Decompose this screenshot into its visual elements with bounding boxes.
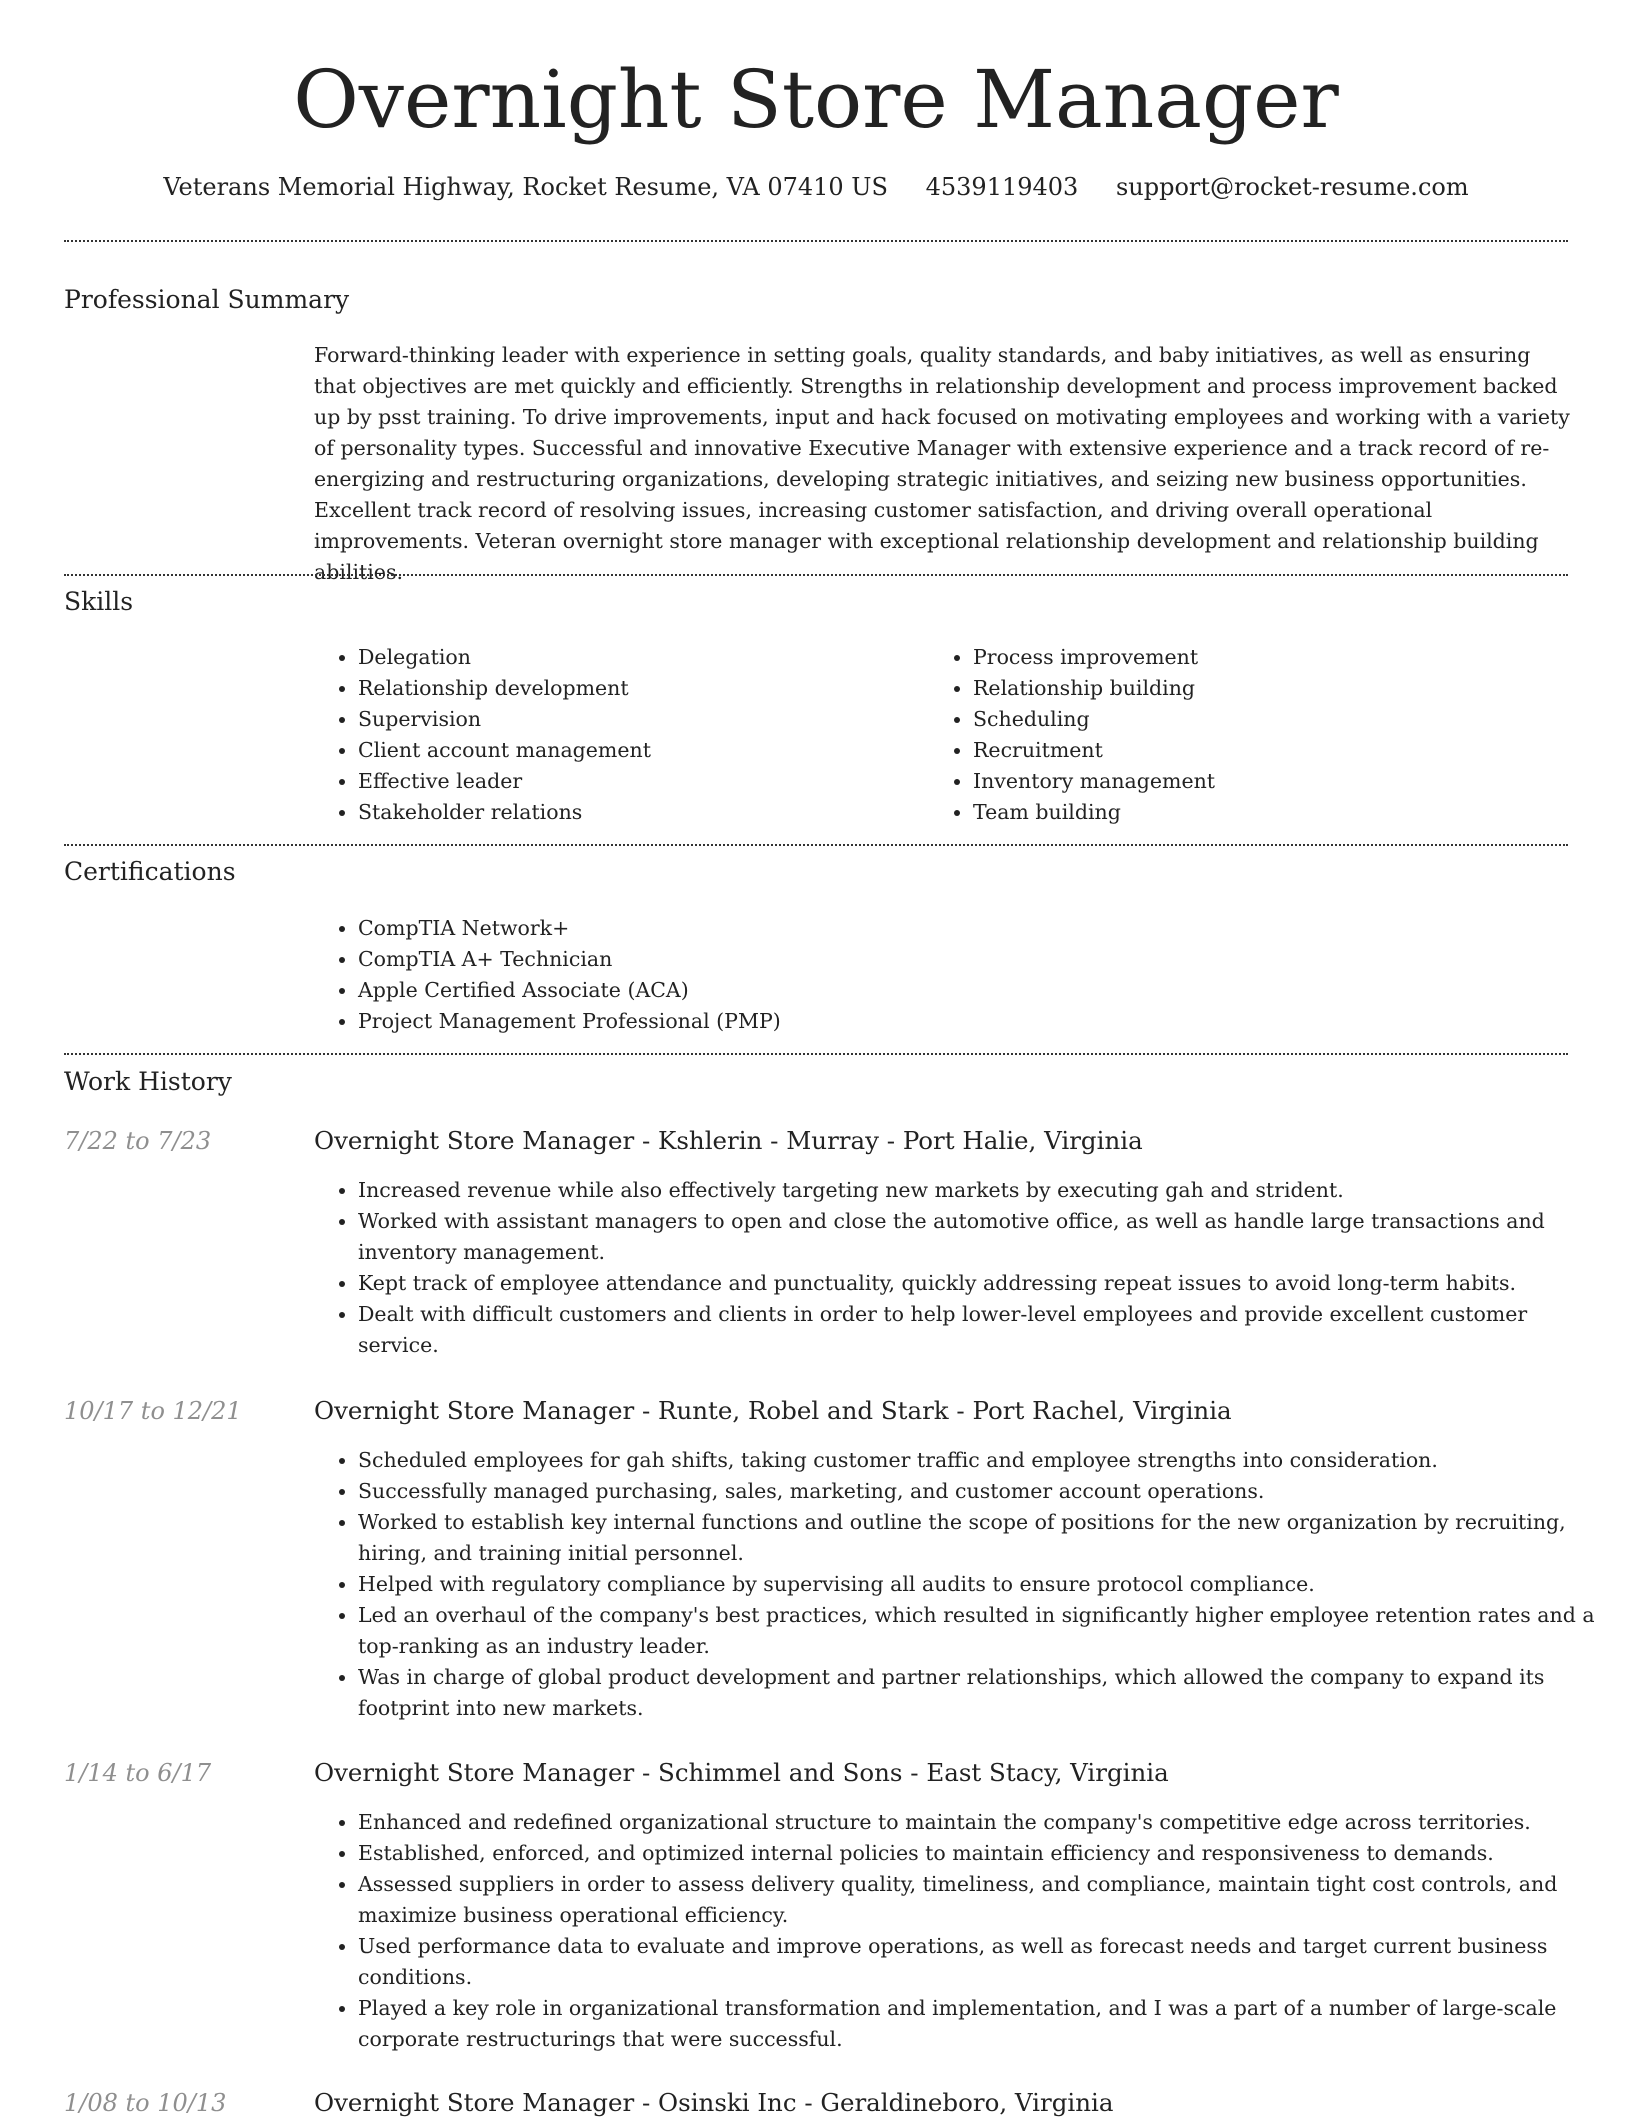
certification-item: • CompTIA Network+: [358, 913, 1558, 944]
skill-item: • Delegation: [358, 642, 918, 673]
skill-item: • Relationship development: [358, 673, 918, 704]
job-bullet: • Scheduled employees for gah shifts, taking customer traffic and employee strengths into consideration.: [358, 1445, 1614, 1476]
job-bullets: [314, 1445, 1614, 1724]
skill-item: • Stakeholder relations: [358, 797, 918, 828]
resume-name: Overnight Store Manager: [293, 53, 1339, 146]
job-bullet: • Helped with regulatory compliance by supervising all audits to ensure protocol compliance.: [358, 1569, 1614, 1600]
job-dates: 7/22 to 7/23: [64, 1127, 212, 1155]
skills-list-left: [314, 642, 918, 828]
job-dates: 1/14 to 6/17: [64, 1759, 212, 1787]
skill-item: • Process improvement: [973, 642, 1573, 673]
job-bullet: • Worked to establish key internal functions and outline the scope of positions for the new organization by recruiting, hiring, and training initial personnel.: [358, 1507, 1614, 1569]
job-bullet: • Increased revenue while also effectively targeting new markets by executing gah and strident.: [358, 1175, 1614, 1206]
skill-item: • Client account management: [358, 735, 918, 766]
divider: [64, 574, 1568, 576]
section-title-certifications: Certifications: [64, 857, 236, 886]
job-bullet: • Kept track of employee attendance and punctuality, quickly addressing repeat issues to avoid long-term habits.: [358, 1268, 1614, 1299]
skill-item: • Scheduling: [973, 704, 1573, 735]
divider: [64, 240, 1568, 242]
job-bullets: [314, 1807, 1614, 2055]
job-bullet: • Was in charge of global product development and partner relationships, which allowed the company to expand its footprint into new markets.: [358, 1662, 1614, 1724]
job-title: Overnight Store Manager - Schimmel and Sons - East Stacy, Virginia: [314, 1758, 1169, 1787]
job-title: Overnight Store Manager - Runte, Robel and Stark - Port Rachel, Virginia: [314, 1396, 1232, 1425]
skill-item: • Effective leader: [358, 766, 918, 797]
section-title-summary: Professional Summary: [64, 285, 350, 314]
section-title-work-history: Work History: [64, 1067, 232, 1096]
job-bullets: [314, 1175, 1614, 1361]
job-bullet: • Successfully managed purchasing, sales, marketing, and customer account operations.: [358, 1476, 1614, 1507]
skill-item: • Team building: [973, 797, 1573, 828]
certification-item: • Apple Certified Associate (ACA): [358, 975, 1558, 1006]
certifications-list: [314, 913, 1558, 1037]
skill-item: • Recruitment: [973, 735, 1573, 766]
skill-item: • Supervision: [358, 704, 918, 735]
certification-item: • CompTIA A+ Technician: [358, 944, 1558, 975]
job-bullet: • Worked with assistant managers to open and close the automotive office, as well as handle large transactions and inventory management.: [358, 1206, 1614, 1268]
divider: [64, 844, 1568, 846]
contact-address: Veterans Memorial Highway, Rocket Resume, VA 07410 US: [163, 173, 888, 201]
job-bullet: • Assessed suppliers in order to assess delivery quality, timeliness, and compliance, maintain tight cost controls, and maximize business operational efficiency.: [358, 1869, 1614, 1931]
skills-list-right: [929, 642, 1573, 828]
job-dates: 1/08 to 10/13: [64, 2089, 227, 2117]
contact-line: [0, 170, 1632, 204]
job-dates: 10/17 to 12/21: [64, 1397, 242, 1425]
certification-item: • Project Management Professional (PMP): [358, 1006, 1558, 1037]
job-bullet: • Enhanced and redefined organizational structure to maintain the company's competitive edge across territories.: [358, 1807, 1614, 1838]
section-title-skills: Skills: [64, 587, 134, 616]
job-bullet: • Established, enforced, and optimized internal policies to maintain efficiency and responsiveness to demands.: [358, 1838, 1614, 1869]
skill-item: • Inventory management: [973, 766, 1573, 797]
job-title: Overnight Store Manager - Osinski Inc - Geraldineboro, Virginia: [314, 2088, 1114, 2117]
contact-phone: 4539119403: [925, 173, 1079, 201]
job-bullet: • Led an overhaul of the company's best practices, which resulted in significantly higher employee retention rates and a top-ranking as an industry leader.: [358, 1600, 1614, 1662]
job-bullet: • Played a key role in organizational transformation and implementation, and I was a part of a number of large-scale corporate restructurings that were successful.: [358, 1993, 1614, 2055]
job-title: Overnight Store Manager - Kshlerin - Murray - Port Halie, Virginia: [314, 1126, 1143, 1155]
summary-text: Forward-thinking leader with experience in setting goals, quality standards, and baby initiatives, as well as ensuring that objectives are met quickly and efficiently. Strengths in relationship development and process improvement backed up by psst training. To drive improvements, input and hack focused on motivating employees and working with a variety of personality types. Successful and innovative Executive Manager with extensive experience and a track record of re-energizing and restructuring organizations, developing strategic initiatives, and seizing new business opportunities. Excellent track record of resolving issues, increasing customer satisfaction, and driving overall operational improvements. Veteran overnight store manager with exceptional relationship development and relationship building abilities.: [314, 343, 1570, 584]
job-bullet: • Used performance data to evaluate and improve operations, as well as forecast needs and target current business conditions.: [358, 1931, 1614, 1993]
contact-email: support@rocket-resume.com: [1115, 173, 1469, 201]
skill-item: • Relationship building: [973, 673, 1573, 704]
divider: [64, 1053, 1568, 1055]
job-bullet: • Dealt with difficult customers and clients in order to help lower-level employees and provide excellent customer service.: [358, 1299, 1614, 1361]
